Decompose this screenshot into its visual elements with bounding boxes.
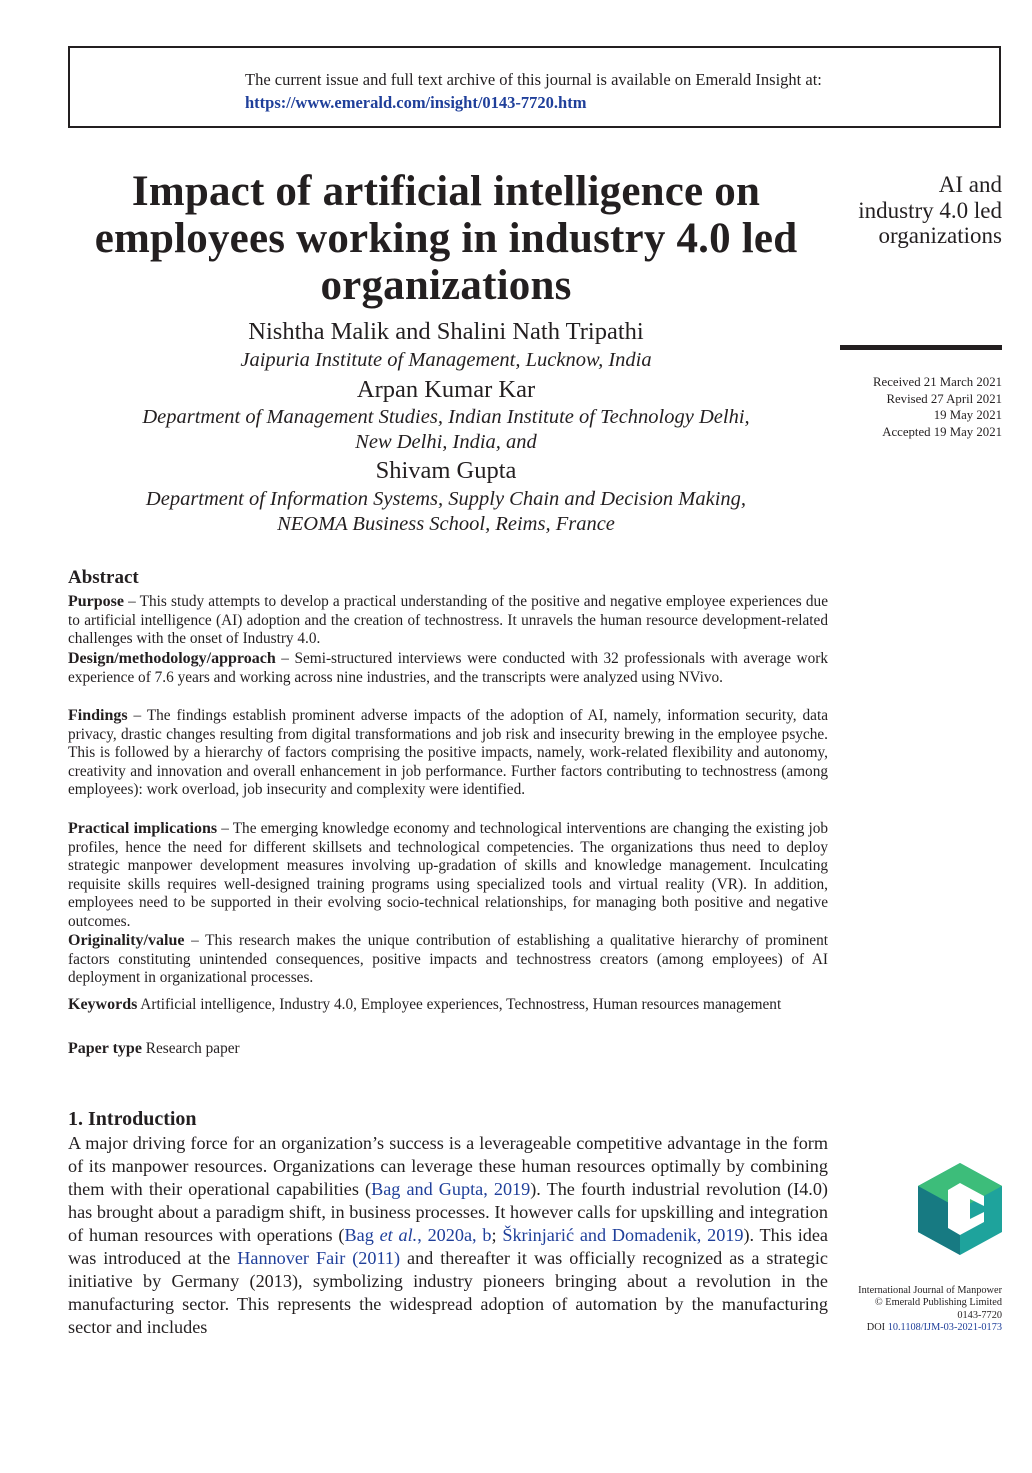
originality-text: – This research makes the unique contribution of establishing a qualitative hierarchy of prominent factors constituting unintended consequences, positive impacts and technostress creators (among employees) of AI deployment in organizational processes. <box>68 932 828 987</box>
intro-text-2: ). The fourth industrial revolution (I4.0) has brought about a paradigm shift, in business processes. It however calls for upskilling and integration of human resources with operations ( <box>68 1179 828 1245</box>
intro-text-1: A major driving force for an organization’s success is a leverageable competitive advantage in the form of its manpower resources. Organizations can leverage these human resources optimally by combining them with their operational capabilities ( <box>68 1133 828 1199</box>
affiliation-2-line1: Department of Management Studies, Indian Institute of Technology Delhi, <box>142 406 750 428</box>
citation-bag-et-al-author: Bag <box>344 1225 380 1245</box>
running-head <box>830 172 1002 249</box>
originality-label: Originality/value <box>68 932 185 949</box>
author-group-3: Shivam Gupta <box>375 457 517 484</box>
journal-name: International Journal of Manpower <box>858 1285 1002 1296</box>
emerald-logo <box>918 1163 1002 1255</box>
running-head-line2: industry 4.0 led <box>858 197 1002 223</box>
practical-label: Practical implications <box>68 820 218 837</box>
affiliation-1: Jaipuria Institute of Management, Lucknow, India <box>240 349 652 371</box>
keywords-text: Artificial intelligence, Industry 4.0, Employee experiences, Technostress, Human resources management <box>137 996 782 1013</box>
notice-text: The current issue and full text archive of this journal is available on Emerald Insight at: <box>245 70 822 89</box>
design-label: Design/methodology/approach <box>68 650 276 667</box>
running-head-line1: AI and <box>938 172 1002 197</box>
doi-label: DOI <box>866 1322 888 1334</box>
paper-title: Impact of artificial intelligence on employees working in industry 4.0 led organizations <box>94 168 798 309</box>
keywords <box>68 994 808 1016</box>
date-revised-2: 19 May 2021 <box>933 408 1002 422</box>
affiliation-2-line2: New Delhi, India, and <box>355 431 537 453</box>
submission-dates <box>830 374 1002 440</box>
purpose-label: Purpose <box>68 593 124 610</box>
abstract-design <box>68 650 828 687</box>
abstract-originality <box>68 932 828 988</box>
journal-notice-box <box>68 46 1001 128</box>
citation-bag-et-al-year: , 2020a, b <box>417 1225 492 1245</box>
keywords-label: Keywords <box>68 996 138 1013</box>
citation-bag-et-al[interactable] <box>344 1225 491 1245</box>
citation-bag-gupta[interactable]: Bag and Gupta, 2019 <box>371 1179 531 1199</box>
date-received: Received 21 March 2021 <box>873 375 1002 389</box>
introduction-heading: 1. Introduction <box>68 1108 197 1130</box>
abstract-practical <box>68 820 828 932</box>
journal-url-link[interactable]: https://www.emerald.com/insight/0143-7720.htm <box>245 93 587 112</box>
intro-text-5: and thereafter it was officially recognized as a strategic initiative by Germany (2013), symbolizing industry pioneers bringing about a revolution in the manufacturing sector. This represents the widespread adoption of automation by the manufacturing sector and includes <box>68 1248 828 1337</box>
findings-text: – The findings establish prominent adverse impacts of the adoption of AI, namely, information security, data privacy, drastic changes resulting from digital transformations and job risk and insecurity brewing in the employee psyche. This is followed by a hierarchy of factors comprising the positive impacts, namely, work-related flexibility and autonomy, creativity and innovation and overall enhancement in job performance. Further factors contributing to technostress (among employees): work overload, job insecurity and complexity were identified. <box>68 707 828 799</box>
emerald-logo-graphic <box>918 1163 1002 1255</box>
abstract-purpose <box>68 593 828 649</box>
paper-type-text: Research paper <box>141 1040 240 1057</box>
intro-text-3: ; <box>491 1225 503 1245</box>
introduction-paragraph <box>68 1132 828 1339</box>
paper-type <box>68 1040 828 1059</box>
paper-type-label: Paper type <box>68 1040 142 1057</box>
journal-info <box>830 1285 1002 1335</box>
date-revised-1: Revised 27 April 2021 <box>886 391 1002 406</box>
publisher: © Emerald Publishing Limited <box>874 1297 1002 1309</box>
issn: 0143-7720 <box>957 1309 1002 1321</box>
intro-text-4: ). This idea was introduced at the <box>68 1225 828 1268</box>
margin-rule <box>840 345 1002 350</box>
affiliation-3-line2: NEOMA Business School, Reims, France <box>277 513 615 535</box>
citation-et-al: et al. <box>379 1225 418 1245</box>
abstract-heading: Abstract <box>68 567 139 588</box>
citation-hannover-fair[interactable]: Hannover Fair (2011) <box>237 1248 401 1268</box>
purpose-text: – This study attempts to develop a practical understanding of the positive and negative employee experiences due to artificial intelligence (AI) adoption and the creation of technostress. It unravels the human resource development-related challenges with the onset of Industry 4.0. <box>68 593 828 648</box>
citation-skrinjaric[interactable]: Škrinjarić and Domadenik, 2019 <box>502 1225 744 1245</box>
affiliation-3-line1: Department of Information Systems, Supply Chain and Decision Making, <box>145 488 747 510</box>
findings-label: Findings <box>68 707 128 724</box>
doi-link[interactable]: 10.1108/IJM-03-2021-0173 <box>887 1322 1002 1334</box>
date-accepted: Accepted 19 May 2021 <box>882 424 1002 439</box>
design-text: – Semi-structured interviews were conducted with 32 professionals with average work experience of 7.6 years and working across nine industries, and the transcripts were analyzed using NVivo. <box>68 650 828 686</box>
abstract-findings <box>68 707 828 800</box>
practical-text: – The emerging knowledge economy and technological interventions are changing the existing job profiles, hence the need for different skillsets and technological competencies. The organizations thus need to deploy strategic manpower development measures involving up-gradation of skills and knowledge management. Inculcating requisite skills requires well-designed training programs using specialized tools and virtual reality (VR). In addition, employees need to be supported in their evolving socio-technical relationships, for managing both positive and negative outcomes. <box>68 820 828 930</box>
running-head-line3: organizations <box>878 223 1002 248</box>
doi-line <box>830 1322 1002 1334</box>
author-group-2: Arpan Kumar Kar <box>356 376 536 403</box>
author-group-1: Nishtha Malik and Shalini Nath Tripathi <box>248 318 644 345</box>
